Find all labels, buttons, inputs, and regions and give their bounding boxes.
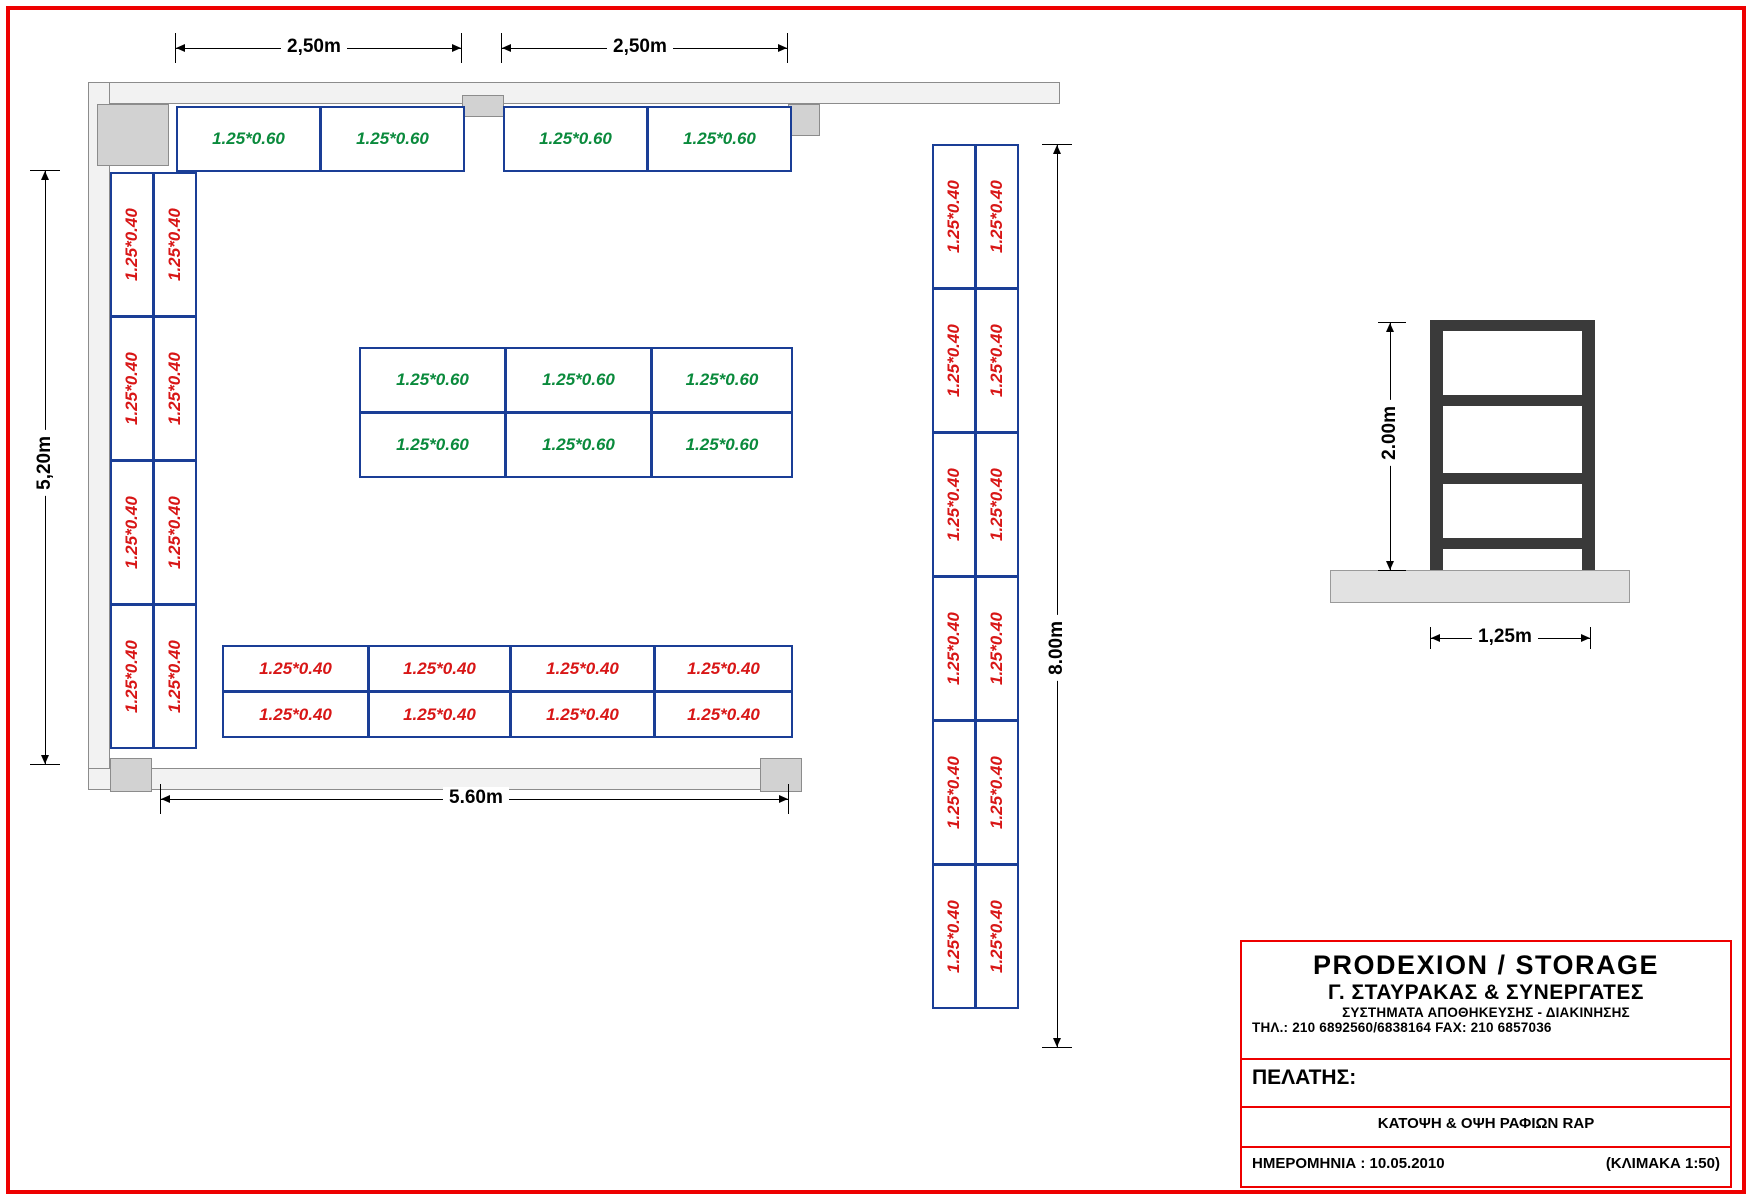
rack-left-4a[interactable]: 1.25*0.40 [110,604,154,749]
client-row: ΠΕΛΑΤΗΣ: [1242,1060,1730,1108]
rack-right-2b[interactable]: 1.25*0.40 [975,288,1019,433]
rack-right-3b[interactable]: 1.25*0.40 [975,432,1019,577]
title-block [1240,940,1732,1188]
elev-floor [1330,570,1630,603]
elev-post-right [1582,320,1595,570]
rack-bottom-1[interactable]: 1.25*0.40 [222,645,369,692]
rack-left-4b[interactable]: 1.25*0.40 [153,604,197,749]
pillar-bottom-left [110,758,152,792]
company-telephone: ΤΗΛ.: 210 6892560/6838164 FAX: 210 6857036 [1252,1020,1552,1035]
rack-center-5[interactable]: 1.25*0.60 [505,412,652,478]
rack-bottom-5[interactable]: 1.25*0.40 [222,691,369,738]
dim-bottom-label: 5.60m [443,787,509,809]
rack-right-5b[interactable]: 1.25*0.40 [975,720,1019,865]
dim-right-arrow-top [1053,145,1061,154]
dim-top-left-label: 2,50m [281,36,347,58]
rack-left-2b[interactable]: 1.25*0.40 [153,316,197,461]
rack-bottom-3[interactable]: 1.25*0.40 [510,645,655,692]
dim-elev-height-tick-bottom [1378,570,1406,571]
rack-bottom-4[interactable]: 1.25*0.40 [654,645,793,692]
elev-beam-mid-upper [1430,395,1595,406]
dim-right-tick-bottom [1042,1047,1072,1048]
dim-elev-height-arrow-top [1386,323,1394,332]
pillar-top-middle [462,95,504,117]
dim-top-left-tick-end [461,33,462,63]
dim-bottom-arrow-end [779,795,788,803]
rack-right-5a[interactable]: 1.25*0.40 [932,720,976,865]
rack-top-4[interactable]: 1.25*0.60 [647,106,792,172]
title-block-header [1242,942,1730,1060]
rack-bottom-2[interactable]: 1.25*0.40 [368,645,511,692]
dim-left-label: 5,20m [34,430,56,496]
dim-bottom-arrow-start [161,795,170,803]
elev-beam-bottom [1430,538,1595,549]
rack-right-2a[interactable]: 1.25*0.40 [932,288,976,433]
dim-elev-width-arrow-left [1431,634,1440,642]
dim-top-right-tick-end [787,33,788,63]
pillar-top-left [97,104,169,166]
date-row [1242,1148,1730,1188]
drawing-date: ΗΜΕΡΟΜΗΝΙΑ : 10.05.2010 [1252,1155,1445,1172]
dim-top-right-label: 2,50m [607,36,673,58]
rack-left-2a[interactable]: 1.25*0.40 [110,316,154,461]
company-subtitle: ΣΥΣΤΗΜΑΤΑ ΑΠΟΘΗΚΕΥΣΗΣ - ΔΙΑΚΙΝΗΣΗΣ [1342,1005,1630,1020]
dim-top-right-arrow-end [778,44,787,52]
pillar-top-right [788,104,820,136]
rack-center-1[interactable]: 1.25*0.60 [359,347,506,413]
dim-elev-width-tick-right [1590,627,1591,649]
company-person: Γ. ΣΤΑΥΡΑΚΑΣ & ΣΥΝΕΡΓΑΤΕΣ [1328,981,1644,1004]
elev-beam-top [1430,320,1595,331]
elev-beam-mid-lower [1430,473,1595,484]
rack-right-1a[interactable]: 1.25*0.40 [932,144,976,289]
dim-right-arrow-bottom [1053,1038,1061,1047]
rack-center-4[interactable]: 1.25*0.60 [359,412,506,478]
rack-left-1b[interactable]: 1.25*0.40 [153,172,197,317]
rack-bottom-8[interactable]: 1.25*0.40 [654,691,793,738]
rack-bottom-6[interactable]: 1.25*0.40 [368,691,511,738]
rack-top-3[interactable]: 1.25*0.60 [503,106,648,172]
dim-top-left-arrow-start [176,44,185,52]
rack-right-6a[interactable]: 1.25*0.40 [932,864,976,1009]
dim-left-arrow-bottom [41,755,49,764]
drawing-caption: ΚΑΤΟΨΗ & ΟΨΗ ΡΑΦΙΩΝ RAP [1242,1108,1730,1148]
rack-left-1a[interactable]: 1.25*0.40 [110,172,154,317]
rack-center-6[interactable]: 1.25*0.60 [651,412,793,478]
rack-center-2[interactable]: 1.25*0.60 [505,347,652,413]
pillar-bottom-right [760,758,802,792]
rack-right-4b[interactable]: 1.25*0.40 [975,576,1019,721]
rack-right-4a[interactable]: 1.25*0.40 [932,576,976,721]
dim-top-right-arrow-start [502,44,511,52]
dim-elev-width-label: 1,25m [1472,626,1538,648]
wall-left [88,82,110,790]
dim-elev-width-arrow-right [1581,634,1590,642]
rack-right-3a[interactable]: 1.25*0.40 [932,432,976,577]
rack-top-1[interactable]: 1.25*0.60 [176,106,321,172]
rack-center-3[interactable]: 1.25*0.60 [651,347,793,413]
rack-right-6b[interactable]: 1.25*0.40 [975,864,1019,1009]
dim-left-tick-bottom [30,764,60,765]
dim-right-label: 8.00m [1046,615,1068,681]
rack-top-2[interactable]: 1.25*0.60 [320,106,465,172]
dim-left-arrow-top [41,171,49,180]
drawing-scale: (ΚΛΙΜΑΚΑ 1:50) [1605,1155,1720,1172]
elev-post-left [1430,320,1443,570]
dim-right-line [1057,144,1058,1047]
rack-bottom-7[interactable]: 1.25*0.40 [510,691,655,738]
dim-top-left-arrow-end [452,44,461,52]
dim-bottom-tick-end [788,784,789,814]
company-name: PRODEXION / STORAGE [1312,950,1660,980]
dim-elev-height-label: 2.00m [1379,400,1401,466]
dim-elev-height-arrow-bottom [1386,561,1394,570]
rack-left-3a[interactable]: 1.25*0.40 [110,460,154,605]
rack-right-1b[interactable]: 1.25*0.40 [975,144,1019,289]
rack-left-3b[interactable]: 1.25*0.40 [153,460,197,605]
wall-top [88,82,1060,104]
